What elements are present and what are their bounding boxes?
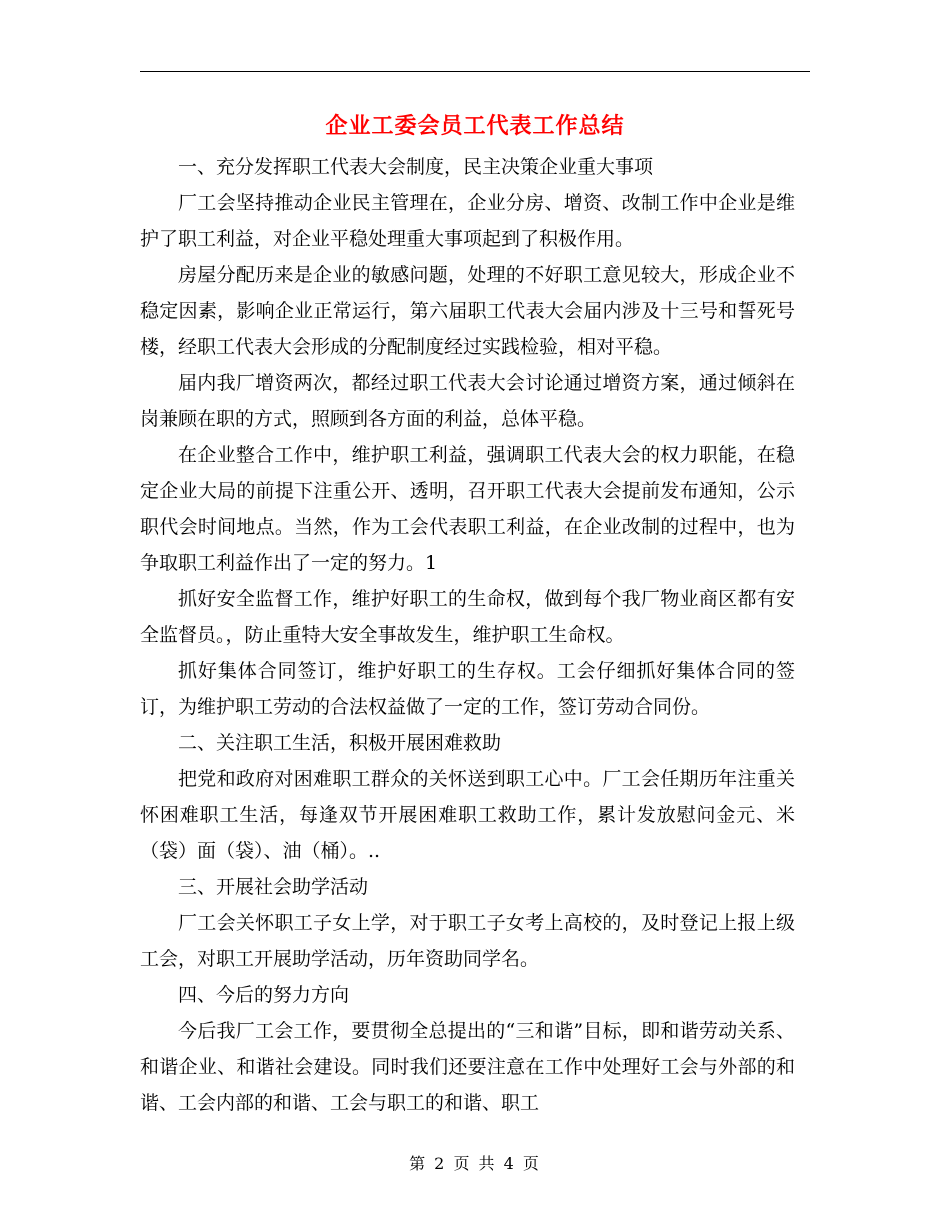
paragraph: 抓好集体合同签订，维护好职工的生存权。工会仔细抓好集体合同的签订，为维护职工劳动的合法权益做了一定的工作，签订劳动合同份。	[140, 660, 795, 718]
section-heading-3: 三、开展社会助学活动	[178, 876, 369, 898]
paragraph: 房屋分配历来是企业的敏感问题，处理的不好职工意见较大，形成企业不稳定因素，影响企业正常运行，第六届职工代表大会届内涉及十三号和誓死号楼，经职工代表大会形成的分配制度经过实践检验，相对平稳。	[140, 264, 795, 358]
paragraph: 届内我厂增资两次，都经过职工代表大会讨论通过增资方案，通过倾斜在岗兼顾在职的方式，照顾到各方面的利益，总体平稳。	[140, 372, 795, 430]
paragraph: 厂工会坚持推动企业民主管理在，企业分房、增资、改制工作中企业是维护了职工利益，对企业平稳处理重大事项起到了积极作用。	[140, 192, 795, 250]
paragraph: 抓好安全监督工作，维护好职工的生命权，做到每个我厂物业商区都有安全监督员。，防止重特大安全事故发生，维护职工生命权。	[140, 588, 795, 646]
paragraph: 在企业整合工作中，维护职工利益，强调职工代表大会的权力职能，在稳定企业大局的前提下注重公开、透明，召开职工代表大会提前发布通知，公示职代会时间地点。当然，作为工会代表职工利益，在企业改制的过程中，也为争取职工利益作出了一定的努力。1	[140, 444, 795, 574]
section-heading-4: 四、今后的努力方向	[178, 984, 350, 1006]
document-title: 企业工委会员工代表工作总结	[325, 113, 625, 139]
page-number: 第 2 页 共 4 页	[409, 1154, 541, 1173]
paragraph: 今后我厂工会工作，要贯彻全总提出的“三和谐”目标，即和谐劳动关系、和谐企业、和谐社会建设。同时我们还要注意在工作中处理好工会与外部的和谐、工会内部的和谐、工会与职工的和谐、职工	[140, 1020, 795, 1114]
paragraph: 厂工会关怀职工子女上学，对于职工子女考上高校的，及时登记上报上级工会，对职工开展助学活动，历年资助同学名。	[140, 912, 795, 970]
header-rule	[140, 71, 810, 72]
document-body	[140, 149, 795, 1121]
section-heading-2: 二、关注职工生活，积极开展困难救助	[178, 732, 502, 754]
paragraph: 把党和政府对困难职工群众的关怀送到职工心中。厂工会任期历年注重关怀困难职工生活，每逢双节开展困难职工救助工作，累计发放慰问金元、米（袋）面（袋）、油（桶）。..	[140, 768, 795, 862]
section-heading-1: 一、充分发挥职工代表大会制度，民主决策企业重大事项	[178, 156, 654, 178]
